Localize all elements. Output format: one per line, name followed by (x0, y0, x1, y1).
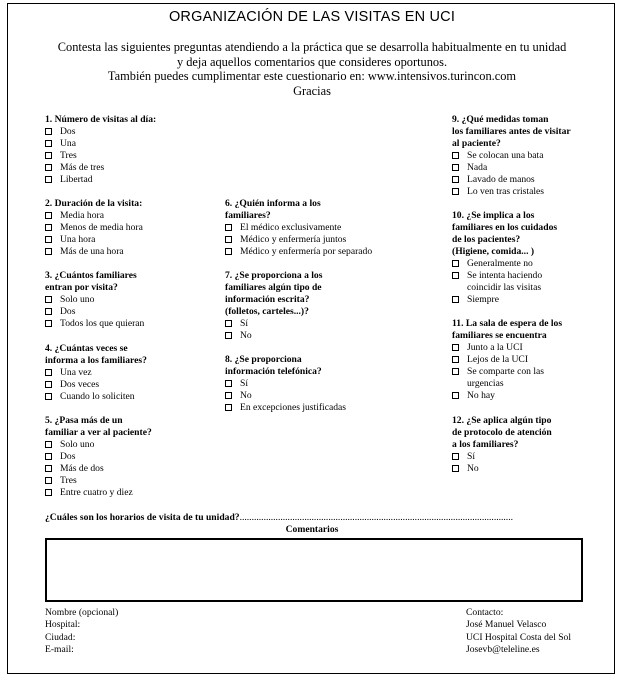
option-row[interactable] (45, 379, 220, 391)
contact-email: Josevb@teleline.es (466, 643, 540, 655)
option-row[interactable] (452, 451, 612, 463)
name-field-label: Nombre (opcional) (45, 607, 119, 618)
option-label: Sí (467, 451, 476, 462)
option-label: Se comparte con las urgencias (467, 366, 544, 389)
option-label: Solo uno (60, 439, 95, 450)
option-row[interactable] (45, 150, 220, 162)
checkbox[interactable] (45, 212, 52, 219)
option-row[interactable] (45, 162, 220, 174)
option-label: Más de una hora (60, 246, 124, 257)
question-3 (45, 270, 220, 330)
option-row[interactable] (225, 390, 440, 402)
checkbox[interactable] (225, 224, 232, 231)
option-row[interactable] (45, 439, 220, 451)
checkbox[interactable] (45, 128, 52, 135)
option-row[interactable] (452, 366, 612, 390)
option-label: Menos de media hora (60, 222, 143, 233)
option-row[interactable] (45, 234, 220, 246)
checkbox[interactable] (45, 140, 52, 147)
checkbox[interactable] (225, 380, 232, 387)
contact-label: Contacto: (466, 607, 504, 618)
option-label: Libertad (60, 174, 93, 185)
intro-line: Gracias (293, 83, 331, 98)
schedule-question (45, 512, 590, 523)
question-12 (452, 415, 612, 475)
question-6 (225, 198, 440, 258)
comments-title: Comentarios (285, 524, 339, 535)
option-label: Tres (60, 150, 77, 161)
option-label: Dos (60, 451, 76, 462)
option-label: Una hora (60, 234, 96, 245)
option-row[interactable] (45, 451, 220, 463)
option-label: Tres (60, 475, 77, 486)
checkbox[interactable] (45, 320, 52, 327)
option-row[interactable] (45, 222, 220, 234)
option-label: Media hora (60, 210, 104, 221)
question-7 (225, 270, 440, 342)
checkbox[interactable] (452, 356, 459, 363)
question-8 (225, 354, 440, 414)
intro-line: También puedes cumplimentar este cuestionario en: www.intensivos.turincon.com (107, 69, 517, 83)
option-label: Más de dos (60, 463, 104, 474)
option-row[interactable] (45, 246, 220, 258)
question-9 (452, 114, 612, 198)
question-1 (45, 114, 220, 186)
option-row[interactable] (45, 391, 220, 403)
option-row[interactable] (452, 150, 612, 162)
option-row[interactable] (45, 126, 220, 138)
checkbox[interactable] (452, 344, 459, 351)
option-label: Lejos de la UCI (467, 354, 529, 365)
option-label: Una vez (60, 367, 92, 378)
option-label: Todos los que quieran (60, 318, 145, 329)
checkbox[interactable] (452, 392, 459, 399)
comments-box[interactable] (45, 538, 583, 602)
question-title: 3. ¿Cuántos familiares entran por visita? (45, 270, 137, 293)
intro-line: y deja aquellos comentarios que consideres oportunos. (176, 54, 448, 69)
option-row[interactable] (452, 258, 612, 270)
option-row[interactable] (452, 294, 612, 306)
question-title: 10. ¿Se implica a los familiares en los cuidados de los pacientes? (Higiene, comida... ) (452, 210, 558, 257)
checkbox[interactable] (452, 272, 459, 279)
question-title: 7. ¿Se proporciona a los familiares algún tipo de información escrita? (folletos, carteles...)? (225, 270, 323, 317)
checkbox[interactable] (45, 393, 52, 400)
checkbox[interactable] (45, 296, 52, 303)
question-title: 6. ¿Quién informa a los familiares? (225, 198, 321, 221)
checkbox[interactable] (45, 453, 52, 460)
schedule-question-text: ¿Cuáles son los horarios de visita de tu unidad? (45, 512, 240, 523)
option-label: Siempre (467, 294, 499, 305)
checkbox[interactable] (45, 308, 52, 315)
option-row[interactable] (45, 294, 220, 306)
option-label: Más de tres (60, 162, 105, 173)
checkbox[interactable] (225, 320, 232, 327)
option-row[interactable] (452, 186, 612, 198)
option-label: Lo ven tras cristales (467, 186, 544, 197)
option-row[interactable] (452, 463, 612, 475)
question-title: 5. ¿Pasa más de un familiar a ver al paciente? (45, 415, 152, 438)
option-row[interactable] (225, 246, 440, 258)
checkbox[interactable] (45, 224, 52, 231)
option-label: Sí (240, 378, 249, 389)
option-label: Se colocan una bata (467, 150, 544, 161)
option-label: Solo uno (60, 294, 95, 305)
option-label: Se intenta haciendo coincidir las visitas (467, 270, 543, 293)
intro-line: Contesta las siguientes preguntas atendiendo a la práctica que se desarrolla habitualmente en tu unidad (57, 40, 567, 54)
checkbox[interactable] (452, 164, 459, 171)
option-label: Generalmente no (467, 258, 533, 269)
question-2 (45, 198, 220, 258)
question-title: 11. La sala de espera de los familiares se encuentra (452, 318, 563, 341)
option-row[interactable] (45, 210, 220, 222)
option-row[interactable] (452, 390, 612, 402)
option-row[interactable] (225, 330, 440, 342)
option-label: No (467, 463, 479, 474)
option-row[interactable] (45, 174, 220, 186)
form-title: ORGANIZACIÓN DE LAS VISITAS EN UCI (168, 9, 456, 25)
checkbox[interactable] (45, 369, 52, 376)
option-row[interactable] (452, 342, 612, 354)
question-11 (452, 318, 612, 402)
checkbox[interactable] (45, 381, 52, 388)
checkbox[interactable] (225, 392, 232, 399)
checkbox[interactable] (45, 236, 52, 243)
checkbox[interactable] (45, 248, 52, 255)
checkbox[interactable] (452, 296, 459, 303)
option-row[interactable] (45, 138, 220, 150)
option-label: Junto a la UCI (467, 342, 523, 353)
option-label: Dos (60, 126, 76, 137)
intro-text (20, 40, 604, 98)
option-row[interactable] (225, 222, 440, 234)
option-label: Médico y enfermería juntos (240, 234, 347, 245)
option-label: No (240, 330, 252, 341)
option-label: Una (60, 138, 76, 149)
city-field-label: Ciudad: (45, 631, 76, 643)
option-label: Cuando lo soliciten (60, 391, 135, 402)
question-5 (45, 415, 220, 499)
checkbox[interactable] (452, 368, 459, 375)
question-title: 8. ¿Se proporciona información telefónica? (225, 354, 322, 377)
option-label: Dos veces (60, 379, 100, 390)
option-row[interactable] (225, 234, 440, 246)
checkbox[interactable] (452, 188, 459, 195)
option-row[interactable] (45, 318, 220, 330)
question-title: 12. ¿Se aplica algún tipo de protocolo de atención a los familiares? (452, 415, 552, 450)
option-row[interactable] (225, 402, 440, 414)
checkbox[interactable] (45, 176, 52, 183)
option-row[interactable] (452, 162, 612, 174)
option-row[interactable] (225, 318, 440, 330)
checkbox[interactable] (45, 441, 52, 448)
option-label: Dos (60, 306, 76, 317)
option-row[interactable] (452, 270, 612, 294)
checkbox[interactable] (225, 248, 232, 255)
question-title: 4. ¿Cuántas veces se informa a los familiares? (45, 343, 147, 366)
option-label: Médico y enfermería por separado (240, 246, 373, 257)
checkbox[interactable] (45, 477, 52, 484)
checkbox[interactable] (225, 332, 232, 339)
option-row[interactable] (45, 367, 220, 379)
schedule-answer-line[interactable]: .................................................................................................................. (239, 512, 513, 523)
checkbox[interactable] (452, 152, 459, 159)
checkbox[interactable] (225, 236, 232, 243)
email-field-label: E-mail: (45, 643, 74, 655)
option-label: No hay (467, 390, 495, 401)
option-label: Sí (240, 318, 249, 329)
checkbox[interactable] (45, 152, 52, 159)
checkbox[interactable] (45, 164, 52, 171)
checkbox[interactable] (45, 465, 52, 472)
footer-right (466, 607, 571, 656)
option-label: Lavado de manos (467, 174, 535, 185)
footer-left (45, 607, 118, 656)
checkbox[interactable] (452, 260, 459, 267)
checkbox[interactable] (452, 176, 459, 183)
checkbox[interactable] (452, 465, 459, 472)
contact-hospital: UCI Hospital Costa del Sol (466, 631, 571, 643)
checkbox[interactable] (225, 404, 232, 411)
option-label: Nada (467, 162, 488, 173)
option-row[interactable] (45, 463, 220, 475)
option-label: No (240, 390, 252, 401)
question-title: 9. ¿Qué medidas toman los familiares antes de visitar al paciente? (452, 114, 571, 149)
checkbox[interactable] (452, 453, 459, 460)
option-row[interactable] (225, 378, 440, 390)
option-row[interactable] (45, 475, 220, 487)
option-row[interactable] (45, 487, 220, 499)
question-10 (452, 210, 612, 306)
question-title: 1. Número de visitas al día: (45, 114, 157, 125)
option-row[interactable] (452, 174, 612, 186)
option-label: En excepciones justificadas (240, 402, 347, 413)
option-row[interactable] (452, 354, 612, 366)
option-label: El médico exclusivamente (240, 222, 342, 233)
checkbox[interactable] (45, 489, 52, 496)
hospital-field-label: Hospital: (45, 619, 81, 631)
contact-name: José Manuel Velasco (466, 619, 547, 631)
option-label: Entre cuatro y diez (60, 487, 133, 498)
question-4 (45, 343, 220, 403)
option-row[interactable] (45, 306, 220, 318)
question-title: 2. Duración de la visita: (45, 198, 143, 209)
